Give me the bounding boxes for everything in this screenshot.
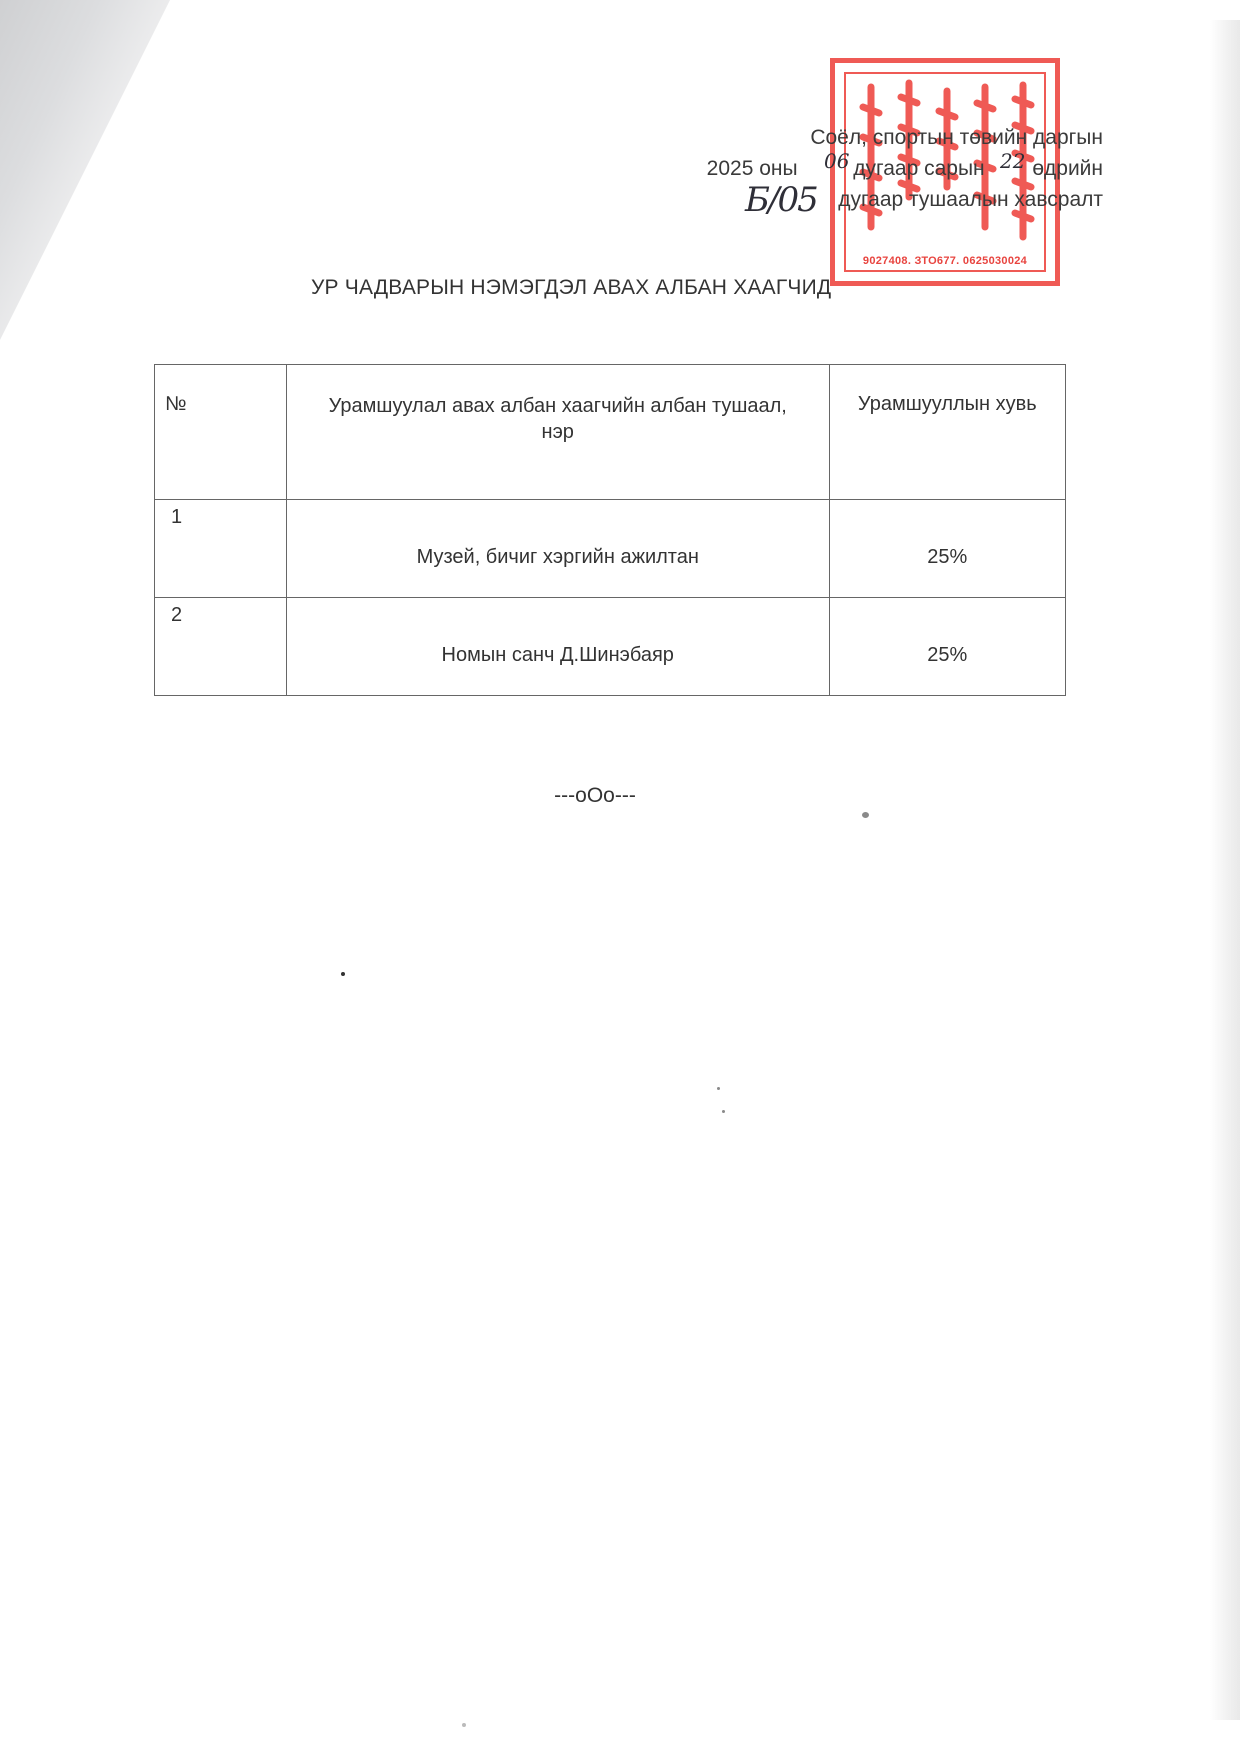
scan-speck [862, 812, 869, 818]
handwritten-order-number: Б/05 [745, 180, 817, 220]
header-day-label: өдрийн [1032, 157, 1103, 180]
handwritten-month: 06 [824, 149, 850, 173]
appendix-header [643, 122, 1103, 215]
row-bonus-percent: 25% [829, 500, 1065, 598]
scan-speck [717, 1087, 720, 1090]
row-position-name: Номын санч Д.Шинэбаяр [286, 598, 829, 696]
table-row [155, 500, 1066, 598]
table-row [155, 598, 1066, 696]
column-header-bonus-percent: Урамшууллын хувь [829, 365, 1065, 500]
end-of-document-mark: ---оОо--- [554, 784, 636, 807]
row-number: 2 [155, 598, 287, 696]
employees-table [154, 364, 1066, 696]
header-line-3 [643, 184, 1103, 215]
scan-speck [722, 1110, 725, 1113]
header-line-2 [643, 153, 1103, 184]
column-header-position-name: Урамшуулал авах албан хаагчийн албан тушаал, нэр [286, 365, 829, 500]
table-header-row [155, 365, 1066, 500]
handwritten-day: 22 [1000, 149, 1026, 173]
document-title: УР ЧАДВАРЫН НЭМЭГДЭЛ АВАХ АЛБАН ХААГЧИД [311, 276, 832, 299]
header-line-1: Соёл, спортын төвийн даргын [810, 126, 1103, 149]
scan-speck [341, 972, 345, 976]
scan-speck [462, 1723, 466, 1727]
column-header-number: № [155, 365, 287, 500]
row-position-name: Музей, бичиг хэргийн ажилтан [286, 500, 829, 598]
header-order-label: дугаар тушаалын хавсралт [838, 188, 1103, 211]
scan-corner-fold [0, 0, 170, 340]
header-month-label: дугаар сарын [853, 157, 985, 180]
seal-registration-code: 9027408. ЗТО677. 0625030024 [862, 255, 1028, 267]
row-number: 1 [155, 500, 287, 598]
row-bonus-percent: 25% [829, 598, 1065, 696]
header-year: 2025 оны [706, 157, 798, 180]
scan-edge-shadow [1210, 20, 1240, 1720]
